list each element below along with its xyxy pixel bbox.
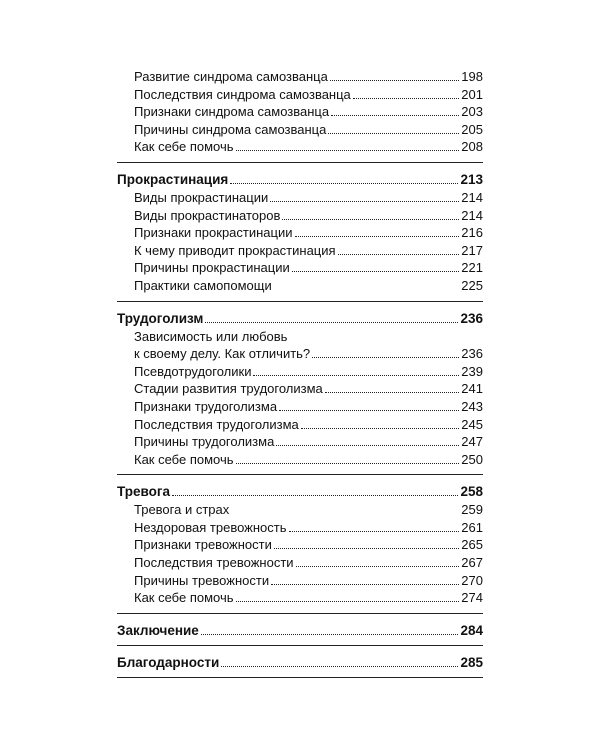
toc-entry-title: Как себе помочь bbox=[134, 139, 234, 155]
toc-section-acknowledgements bbox=[117, 646, 483, 672]
toc-entry[interactable] bbox=[134, 207, 483, 225]
dot-leader bbox=[231, 513, 459, 514]
toc-entry-page: 214 bbox=[461, 207, 483, 223]
toc-entry[interactable] bbox=[134, 589, 483, 607]
toc-entry-page: 267 bbox=[461, 555, 483, 571]
table-of-contents bbox=[117, 68, 483, 678]
dot-leader bbox=[353, 98, 460, 99]
toc-entry-title: Последствия трудоголизма bbox=[134, 416, 299, 432]
dot-leader bbox=[330, 80, 459, 81]
toc-entry-page: 221 bbox=[461, 260, 483, 276]
dot-leader bbox=[201, 634, 459, 635]
toc-entry[interactable] bbox=[134, 433, 483, 451]
toc-entry-title: Виды прокрастинаторов bbox=[134, 207, 281, 223]
toc-section-conclusion bbox=[117, 614, 483, 640]
toc-chapter-page: 284 bbox=[460, 622, 483, 638]
toc-entry-page: 236 bbox=[461, 346, 483, 362]
toc-entry[interactable] bbox=[134, 451, 483, 469]
toc-entry-page: 243 bbox=[461, 398, 483, 414]
toc-entry-page: 208 bbox=[461, 139, 483, 155]
toc-entry-page: 225 bbox=[461, 277, 483, 293]
toc-entry[interactable] bbox=[134, 328, 483, 363]
toc-entry-page: 198 bbox=[461, 69, 483, 84]
toc-entry[interactable] bbox=[134, 86, 483, 104]
dot-leader bbox=[328, 133, 459, 134]
toc-chapter-title: Трудоголизм bbox=[117, 310, 204, 326]
dot-leader bbox=[301, 428, 460, 429]
toc-section-anxiety bbox=[117, 475, 483, 607]
toc-entry-title: Причины синдрома самозванца bbox=[134, 121, 327, 137]
toc-entry-title: Как себе помочь bbox=[134, 590, 234, 606]
toc-section-workaholism bbox=[117, 302, 483, 469]
toc-chapter-page: 285 bbox=[460, 654, 483, 670]
toc-chapter-title: Тревога bbox=[117, 484, 170, 500]
dot-leader bbox=[331, 115, 459, 116]
toc-entry[interactable] bbox=[134, 277, 483, 295]
dot-leader bbox=[172, 495, 458, 496]
toc-entry-title: Как себе помочь bbox=[134, 451, 234, 467]
toc-entry-page: 241 bbox=[461, 381, 483, 397]
toc-entry[interactable] bbox=[134, 536, 483, 554]
toc-entry-title: К чему приводит прокрастинация bbox=[134, 242, 336, 258]
toc-entry-title: Признаки прокрастинации bbox=[134, 225, 293, 241]
dot-leader bbox=[296, 566, 460, 567]
toc-entry[interactable] bbox=[134, 103, 483, 121]
toc-chapter-page: 258 bbox=[460, 484, 483, 500]
toc-chapter[interactable] bbox=[117, 621, 483, 640]
toc-entry[interactable] bbox=[134, 398, 483, 416]
toc-entry-title: Стадии развития трудоголизма bbox=[134, 381, 323, 397]
toc-entry-page: 270 bbox=[461, 572, 483, 588]
toc-entry[interactable] bbox=[134, 68, 483, 86]
toc-entry[interactable] bbox=[134, 519, 483, 537]
dot-leader bbox=[236, 601, 460, 602]
toc-entry-page: 265 bbox=[461, 537, 483, 553]
toc-chapter[interactable] bbox=[117, 653, 483, 672]
toc-entry[interactable] bbox=[134, 363, 483, 381]
toc-entry-title: Виды прокрастинации bbox=[134, 189, 269, 205]
toc-entry-page: 261 bbox=[461, 519, 483, 535]
toc-entry-title: Тревога и страх bbox=[134, 502, 230, 518]
toc-entry-page: 205 bbox=[461, 121, 483, 137]
toc-entry-title: Практики самопомощи bbox=[134, 277, 272, 293]
toc-entry-page: 274 bbox=[461, 590, 483, 606]
dot-leader bbox=[205, 322, 458, 323]
toc-entry[interactable] bbox=[134, 501, 483, 519]
dot-leader bbox=[274, 289, 460, 290]
toc-entry-title: Причины прокрастинации bbox=[134, 260, 290, 276]
toc-entry[interactable] bbox=[134, 554, 483, 572]
toc-entry-page: 217 bbox=[461, 242, 483, 258]
toc-entry-page: 216 bbox=[461, 225, 483, 241]
dot-leader bbox=[221, 666, 458, 667]
toc-entry-title: Признаки тревожности bbox=[134, 537, 272, 553]
toc-entry-page: 259 bbox=[461, 502, 483, 518]
toc-entry-title: Последствия тревожности bbox=[134, 555, 294, 571]
dot-leader bbox=[253, 375, 459, 376]
toc-chapter-page: 236 bbox=[460, 310, 483, 326]
toc-entry-title: Признаки трудоголизма bbox=[134, 398, 278, 414]
toc-entry-title: Признаки синдрома самозванца bbox=[134, 104, 330, 120]
dot-leader bbox=[270, 201, 459, 202]
dot-leader bbox=[236, 150, 460, 151]
dot-leader bbox=[279, 410, 459, 411]
toc-section-impostor bbox=[117, 68, 483, 156]
toc-entry-title: Причины тревожности bbox=[134, 572, 270, 588]
dot-leader bbox=[289, 531, 460, 532]
toc-chapter-title: Прокрастинация bbox=[117, 171, 229, 187]
toc-entry-page: 214 bbox=[461, 189, 483, 205]
toc-entry[interactable] bbox=[134, 380, 483, 398]
toc-entry-page: 239 bbox=[461, 363, 483, 379]
toc-chapter-title: Заключение bbox=[117, 622, 199, 638]
toc-entry-page: 247 bbox=[461, 434, 483, 450]
toc-entry-page: 245 bbox=[461, 416, 483, 432]
toc-chapter[interactable] bbox=[117, 309, 483, 328]
toc-entry-title: Последствия синдрома самозванца bbox=[134, 86, 351, 102]
dot-leader bbox=[282, 219, 459, 220]
dot-leader bbox=[236, 463, 460, 464]
toc-entry[interactable] bbox=[134, 259, 483, 277]
dot-leader bbox=[325, 392, 460, 393]
toc-entry-title: к своему делу. Как отличить? bbox=[134, 346, 311, 362]
dot-leader bbox=[295, 236, 460, 237]
dot-leader bbox=[274, 548, 459, 549]
toc-chapter-page: 213 bbox=[460, 171, 483, 187]
toc-entry-title: Развитие синдрома самозванца bbox=[134, 69, 328, 84]
toc-chapter[interactable] bbox=[117, 482, 483, 501]
toc-entry[interactable] bbox=[134, 121, 483, 139]
dot-leader bbox=[230, 183, 458, 184]
toc-entry-page: 201 bbox=[461, 86, 483, 102]
toc-entry-title: Псевдотрудоголики bbox=[134, 363, 252, 379]
toc-entry[interactable] bbox=[134, 189, 483, 207]
toc-entry-title-line1: Зависимость или любовь bbox=[134, 328, 288, 344]
toc-entry[interactable] bbox=[134, 416, 483, 434]
dot-leader bbox=[271, 584, 459, 585]
toc-chapter[interactable] bbox=[117, 170, 483, 189]
dot-leader bbox=[312, 357, 459, 358]
toc-entry-title: Причины трудоголизма bbox=[134, 434, 275, 450]
dot-leader bbox=[292, 271, 460, 272]
toc-entry[interactable] bbox=[134, 138, 483, 156]
toc-entry-title: Нездоровая тревожность bbox=[134, 519, 287, 535]
toc-entry-page: 250 bbox=[461, 451, 483, 467]
toc-chapter-title: Благодарности bbox=[117, 654, 220, 670]
dot-leader bbox=[338, 254, 460, 255]
toc-section-procrastination bbox=[117, 163, 483, 295]
section-divider bbox=[117, 677, 483, 678]
toc-entry[interactable] bbox=[134, 242, 483, 260]
dot-leader bbox=[276, 445, 459, 446]
toc-entry-page: 203 bbox=[461, 104, 483, 120]
toc-entry[interactable] bbox=[134, 224, 483, 242]
toc-entry[interactable] bbox=[134, 572, 483, 590]
